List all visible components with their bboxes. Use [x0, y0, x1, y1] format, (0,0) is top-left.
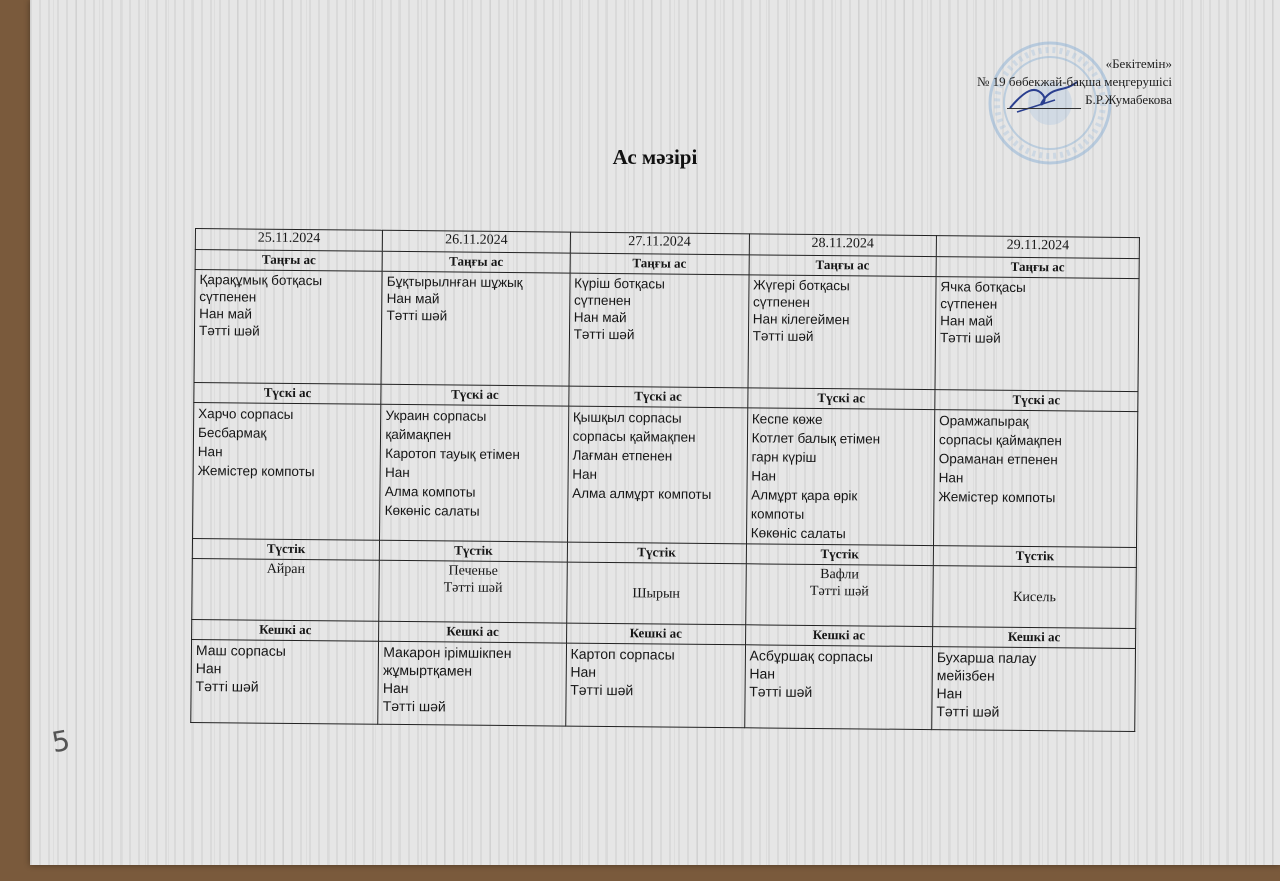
menu-item: Айран	[266, 561, 306, 578]
menu-item: қаймақпен	[385, 426, 452, 443]
dinner-header: Кешкі ас	[933, 627, 1136, 649]
lunch-cell	[933, 410, 1137, 548]
menu-item: Лағман етпенен	[572, 447, 673, 464]
menu-item: Нан май	[573, 309, 627, 326]
approval-signatory	[977, 91, 1172, 109]
lunch-cell	[746, 408, 935, 546]
breakfast-header: Таңғы ас	[936, 257, 1139, 279]
menu-table	[190, 228, 1140, 732]
menu-item: Тәтті шәй	[573, 326, 635, 343]
menu-item: жұмыртқамен	[383, 661, 473, 679]
menu-item: сүтпенен	[573, 292, 631, 309]
menu-item: Бесбармақ	[197, 425, 267, 441]
breakfast-header: Таңғы ас	[382, 251, 570, 273]
lunch-cell	[567, 406, 747, 544]
menu-item: Нан	[572, 466, 598, 482]
breakfast-cell	[935, 277, 1139, 392]
snack-cell	[379, 560, 567, 623]
lunch-cell	[193, 402, 382, 540]
menu-item: Тәтті шәй	[443, 580, 503, 596]
menu-item: Нан май	[940, 313, 994, 329]
date-cell: 28.11.2024	[749, 234, 937, 257]
menu-item: Украин сорпасы	[385, 407, 487, 424]
dinner-row	[191, 639, 1136, 731]
dinner-cell	[932, 647, 1136, 732]
signature-line	[1007, 108, 1081, 109]
menu-item: Кеспе көже	[751, 411, 823, 428]
menu-item: Печенье	[448, 563, 498, 579]
menu-item: Ораманан етпенен	[938, 451, 1058, 468]
snack-header: Түстік	[567, 542, 746, 564]
lunch-header: Түскі ас	[381, 384, 569, 406]
snack-header: Түстік	[192, 538, 380, 560]
snack-cell	[933, 566, 1137, 629]
menu-item: Нан	[938, 470, 964, 486]
menu-item: Тәтті шәй	[809, 583, 869, 600]
menu-item: Жүгері ботқасы	[753, 277, 850, 294]
menu-item: сүтпенен	[940, 296, 998, 312]
menu-item: Қарақұмық ботқасы	[199, 272, 323, 289]
menu-sheet	[30, 0, 1280, 865]
dinner-cell	[744, 645, 932, 730]
breakfast-header: Таңғы ас	[195, 250, 383, 272]
menu-item: сорпасы қаймақпен	[572, 428, 696, 445]
menu-item: Бұқтырылнған шұжық	[386, 273, 523, 291]
menu-item: Нан	[382, 679, 409, 697]
menu-item: Алмұрт қара өрік	[751, 487, 858, 504]
menu-item: Қышқыл сорпасы	[572, 409, 682, 426]
menu-item: Тәтті шәй	[570, 681, 634, 699]
menu-item: Тәтті шәй	[752, 328, 814, 344]
snack-cell	[566, 562, 746, 625]
lunch-cell	[380, 404, 569, 542]
breakfast-cell	[194, 270, 382, 385]
breakfast-row	[194, 270, 1139, 392]
menu-item: Нан	[195, 660, 222, 677]
menu-item: Бухарша палау	[936, 649, 1037, 667]
menu-item: Ячка ботқасы	[940, 279, 1026, 295]
lunch-header: Түскі ас	[194, 382, 382, 404]
menu-item: Көкөніс салаты	[750, 525, 846, 542]
menu-item: Тәтті шәй	[749, 683, 813, 700]
dinner-header: Кешкі ас	[379, 621, 567, 643]
menu-item: Кисель	[1013, 589, 1056, 605]
menu-item: Вафли	[820, 567, 859, 583]
menu-item: Жемістер компоты	[197, 463, 315, 480]
menu-item: Тәтті шәй	[939, 330, 1001, 346]
snack-header: Түстік	[380, 540, 568, 562]
menu-item: Каротоп тауық етімен	[385, 445, 520, 463]
snack-row	[192, 558, 1137, 628]
breakfast-header: Таңғы ас	[570, 253, 749, 275]
date-cell: 25.11.2024	[195, 229, 383, 252]
breakfast-cell	[381, 271, 569, 386]
dinner-header: Кешкі ас	[192, 619, 380, 641]
date-cell: 26.11.2024	[383, 230, 571, 253]
menu-item: сорпасы қаймақпен	[938, 432, 1062, 449]
menu-item: Нан	[751, 468, 777, 484]
approval-position: № 19 бөбекжай-бақша меңгерушісі	[976, 74, 1172, 89]
menu-item: Тәтті шәй	[382, 697, 446, 715]
lunch-row	[193, 402, 1138, 547]
snack-header: Түстік	[933, 546, 1136, 568]
dinner-cell	[565, 643, 745, 728]
menu-item: Нан	[936, 685, 963, 702]
menu-item: мейізбен	[936, 667, 995, 684]
dinner-header: Кешкі ас	[566, 623, 745, 645]
menu-item: Котлет балық етімен	[751, 430, 881, 447]
menu-item: Алма компоты	[384, 483, 476, 500]
menu-item: Тәтті шәй	[386, 307, 448, 324]
date-cell: 29.11.2024	[936, 236, 1139, 259]
dinner-cell	[378, 641, 566, 726]
breakfast-header: Таңғы ас	[749, 255, 937, 277]
menu-item: Картоп сорпасы	[570, 645, 675, 663]
menu-item: Нан	[197, 444, 223, 460]
menu-item: Нан кілегеймен	[752, 311, 850, 328]
breakfast-cell	[748, 275, 936, 390]
menu-item: Нан	[384, 464, 410, 481]
menu-item: Тәтті шәй	[195, 678, 259, 695]
menu-item: Шырын	[632, 585, 680, 602]
menu-item: Көкөніс салаты	[384, 502, 480, 519]
menu-item: Алма алмұрт компоты	[572, 485, 712, 502]
handwritten-mark: 5	[49, 723, 73, 760]
snack-cell	[192, 558, 380, 621]
menu-item: Тәтті шәй	[198, 323, 260, 339]
breakfast-cell	[569, 273, 749, 388]
menu-item: гарн күріш	[751, 449, 817, 465]
menu-item: Орамжапырақ	[939, 413, 1029, 430]
menu-item: Нан	[570, 663, 597, 680]
date-cell: 27.11.2024	[570, 232, 749, 255]
menu-item: компоты	[750, 506, 805, 522]
page-title: Ас мәзірі	[612, 145, 698, 169]
signatory-name: Б.Р.Жумабекова	[1085, 92, 1172, 107]
lunch-header: Түскі ас	[747, 388, 935, 410]
dinner-header: Кешкі ас	[745, 625, 933, 647]
lunch-header: Түскі ас	[568, 386, 747, 408]
menu-item: Харчо сорпасы	[198, 406, 294, 422]
menu-item: Асбұршақ сорпасы	[749, 647, 874, 665]
menu-item: сүтпенен	[199, 289, 257, 305]
menu-item: Тәтті шәй	[936, 703, 1000, 720]
menu-item: Нан	[749, 665, 776, 682]
lunch-header: Түскі ас	[935, 390, 1138, 412]
menu-item: Жемістер компоты	[938, 489, 1056, 506]
menu-item: Нан май	[386, 290, 440, 307]
menu-item: Маш сорпасы	[195, 642, 286, 659]
menu-item: Макарон ірімшікпен	[383, 643, 512, 662]
approval-block	[977, 55, 1172, 109]
menu-item: Күріш ботқасы	[574, 275, 665, 292]
menu-item: Нан май	[199, 306, 253, 322]
dinner-cell	[191, 639, 379, 724]
approval-heading: «Бекітемін»	[1105, 56, 1172, 71]
menu-item: сүтпенен	[752, 294, 810, 310]
snack-header: Түстік	[746, 544, 934, 566]
snack-cell	[745, 564, 933, 627]
